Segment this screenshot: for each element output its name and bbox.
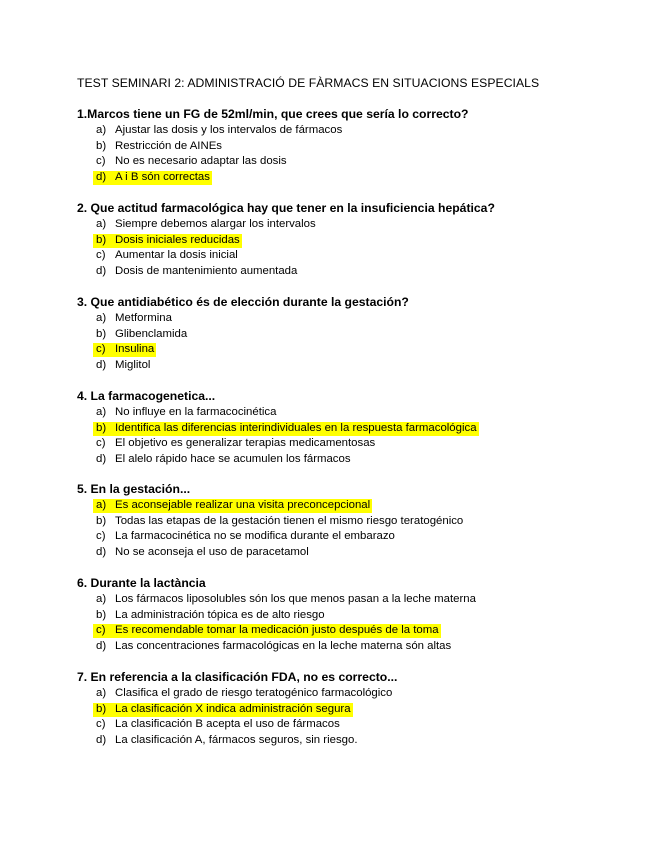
question-1 [77,106,577,185]
option-text: Metformina [115,312,172,324]
option-letter: c) [96,155,106,168]
option-letter: d) [96,358,107,371]
question-text: 7. En referencia a la clasificación FDA, no es correcto... [77,670,398,684]
option-letter: d) [96,264,107,277]
option-letter: a) [96,124,107,136]
answer-option [77,639,577,655]
question-text: 6. Durante la lactància [77,576,206,590]
question-4 [77,388,577,467]
document-title: TEST SEMINARI 2: ADMINISTRACIÓ DE FÀRMACS EN SITUACIONS ESPECIALS [77,76,540,90]
answer-option [77,154,577,170]
option-text: Es recomendable tomar la medicación justo después de la toma [115,624,439,637]
answer-option [77,686,577,702]
answer-option-highlighted [77,623,577,639]
question-5 [77,481,577,560]
answer-option-highlighted [77,342,577,358]
answer-option [77,327,577,343]
answer-option [77,139,577,155]
option-letter: d) [96,170,107,183]
option-text: No influye en la farmacocinética [115,406,277,418]
question-6 [77,575,577,654]
answer-options [77,217,577,279]
option-letter: c) [96,624,106,637]
option-text: A i B són correctas [115,170,210,183]
answer-option [77,248,577,264]
option-text: La administración tópica es de alto riesgo [115,608,325,621]
option-letter: a) [96,312,107,324]
answer-options [77,592,577,654]
option-text: Insulina [115,343,155,356]
question-7 [77,669,577,748]
option-text: Miglitol [115,358,151,371]
answer-option [77,529,577,545]
option-text: Glibenclamida [115,327,188,340]
option-text: Es aconsejable realizar una visita preconcepcional [115,499,371,511]
answer-option [77,264,577,280]
answer-option-highlighted [77,498,577,514]
option-letter: d) [96,733,107,746]
answer-option [77,717,577,733]
option-letter: c) [96,249,106,262]
answer-option-highlighted [77,421,577,437]
answer-options [77,498,577,560]
answer-option-highlighted [77,702,577,718]
answer-option [77,592,577,608]
option-text: La clasificación B acepta el uso de fármacos [115,718,340,731]
answer-option [77,405,577,421]
option-letter: d) [96,639,107,652]
option-letter: b) [96,421,107,434]
option-text: La clasificación A, fármacos seguros, sin riesgo. [115,733,358,746]
question-text: 3. Que antidiabético és de elección durante la gestación? [77,295,409,309]
answer-options [77,123,577,185]
option-letter: a) [96,499,107,511]
option-text: El objetivo es generalizar terapias medicamentosas [115,437,376,450]
option-text: Las concentraciones farmacológicas en la leche materna són altas [115,639,452,652]
option-text: Ajustar las dosis y los intervalos de fármacos [115,124,343,136]
option-text: La clasificación X indica administración segura [115,702,351,715]
option-text: Clasifica el grado de riesgo teratogénico farmacológico [115,687,393,699]
option-letter: b) [96,514,107,527]
answer-options [77,686,577,748]
option-letter: b) [96,139,107,152]
option-text: No es necesario adaptar las dosis [115,155,287,168]
option-text: No se aconseja el uso de paracetamol [115,545,309,558]
option-text: El alelo rápido hace se acumulen los fármacos [115,452,351,465]
option-letter: a) [96,218,107,230]
option-letter: a) [96,406,107,418]
answer-option [77,436,577,452]
option-text: Dosis iniciales reducidas [115,233,240,246]
answer-option [77,545,577,561]
answer-options [77,405,577,467]
option-letter: b) [96,608,107,621]
question-text: 5. En la gestación... [77,482,191,496]
answer-option [77,311,577,327]
option-text: Los fármacos liposolubles són los que menos pasan a la leche materna [115,593,476,605]
option-letter: d) [96,452,107,465]
answer-option [77,123,577,139]
question-text: 1.Marcos tiene un FG de 52ml/min, que crees que sería lo correcto? [77,107,469,121]
answer-option [77,733,577,749]
option-text: La farmacocinética no se modifica durante el embarazo [115,530,395,543]
option-text: Aumentar la dosis inicial [115,249,238,262]
question-3 [77,294,577,373]
option-letter: d) [96,545,107,558]
option-letter: b) [96,233,107,246]
option-letter: b) [96,327,107,340]
answer-option [77,452,577,468]
option-text: Identifica las diferencias interindividuales en la respuesta farmacológica [115,421,477,434]
option-letter: c) [96,718,106,731]
option-text: Dosis de mantenimiento aumentada [115,264,298,277]
option-letter: a) [96,687,107,699]
option-letter: c) [96,530,106,543]
answer-option [77,514,577,530]
answer-option-highlighted [77,233,577,249]
option-text: Restricción de AINEs [115,139,222,152]
question-text: 4. La farmacogenetica... [77,389,216,403]
answer-option [77,358,577,374]
answer-option [77,608,577,624]
answer-option [77,217,577,233]
option-letter: c) [96,343,106,356]
answer-options [77,311,577,373]
answer-option-highlighted [77,170,577,186]
option-text: Todas las etapas de la gestación tienen el mismo riesgo teratogénico [115,514,464,527]
option-letter: c) [96,437,106,450]
question-text: 2. Que actitud farmacológica hay que tener en la insuficiencia hepática? [77,201,495,215]
option-letter: b) [96,702,107,715]
option-letter: a) [96,593,107,605]
question-2 [77,200,577,279]
option-text: Siempre debemos alargar los intervalos [115,218,316,230]
